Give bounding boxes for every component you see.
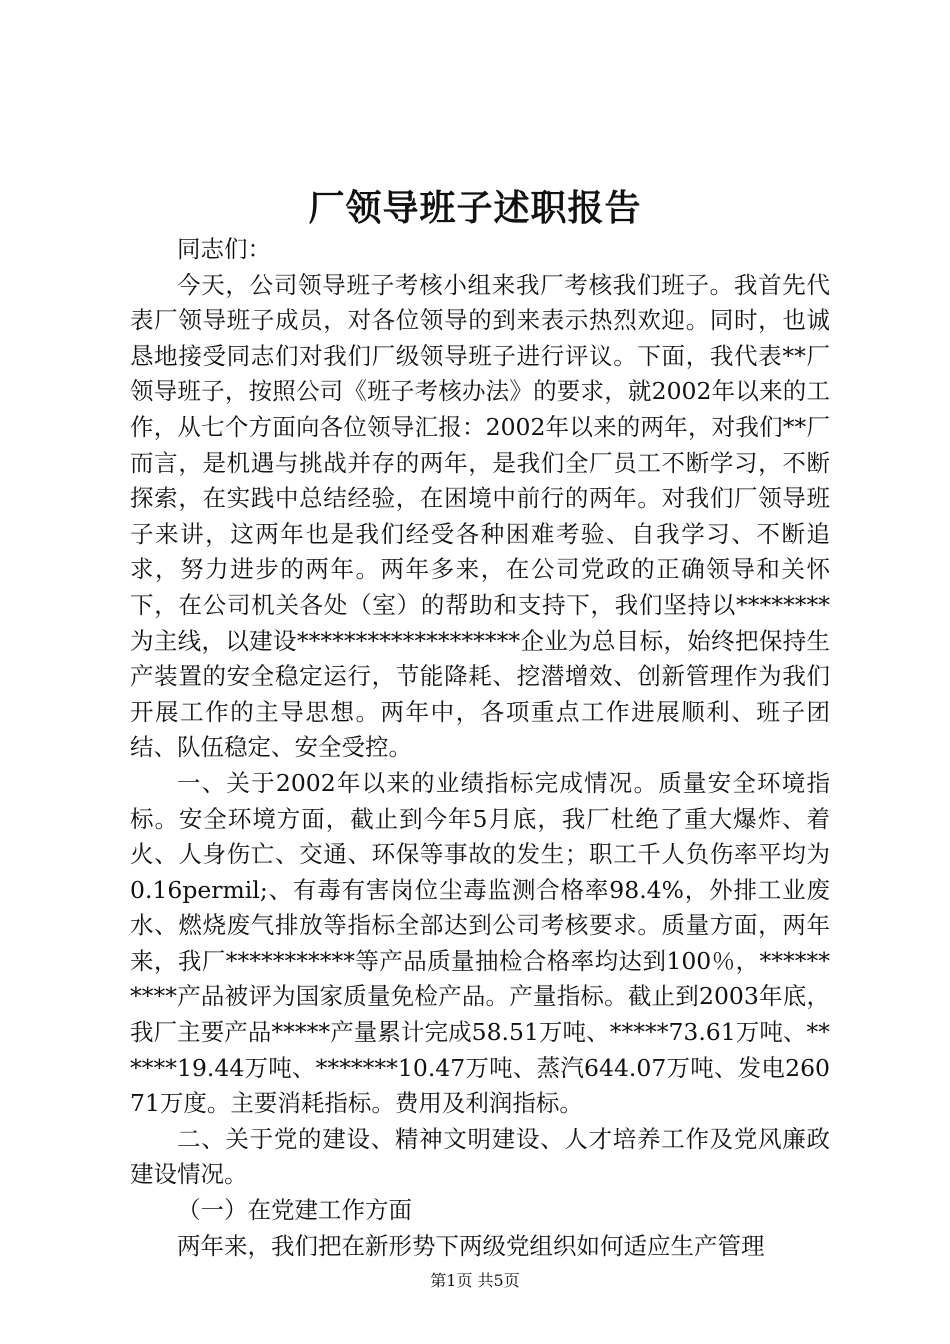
paragraph-intro: 今天，公司领导班子考核小组来我厂考核我们班子。我首先代表厂领导班子成员，对各位领导的到来表示热烈欢迎。同时，也诚恳地接受同志们对我们厂级领导班子进行评议。下面，我代表**厂领导班子，按照公司《班子考核办法》的要求，就2002年以来的工作，从七个方面向各位领导汇报：2002年以来的两年，对我们**厂而言，是机遇与挑战并存的两年，是我们全厂员工不断学习，不断探索，在实践中总结经验，在困境中前行的两年。对我们厂领导班子来讲，这两年也是我们经受各种困难考验、自我学习、不断追求，努力进步的两年。两年多来，在公司党政的正确领导和关怀下，在公司机关各处（室）的帮助和支持下，我们坚持以********为主线，以建设*******************企业为总目标，始终把保持生产装置的安全稳定运行，节能降耗、挖潜增效、创新管理作为我们开展工作的主导思想。两年中，各项重点工作进展顺利、班子团结、队伍稳定、安全受控。 bbox=[130, 270, 830, 762]
paragraph-section-2-heading: 二、关于党的建设、精神文明建设、人才培养工作及党风廉政建设情况。 bbox=[130, 1124, 830, 1189]
paragraph-subsection-1-body: 两年来，我们把在新形势下两级党组织如何适应生产管理 bbox=[177, 1231, 765, 1260]
document-title: 厂领导班子述职报告 bbox=[308, 187, 642, 229]
salutation: 同志们： bbox=[177, 235, 271, 263]
paragraph-subsection-1-heading: （一）在党建工作方面 bbox=[177, 1196, 412, 1225]
page-number-footer: 第1页 共5页 bbox=[430, 1271, 520, 1290]
paragraph-section-1: 一、关于2002年以来的业绩指标完成情况。质量安全环境指标。安全环境方面，截止到今年5月底，我厂杜绝了重大爆炸、着火、人身伤亡、交通、环保等事故的发生；职工千人负伤率平均为0.16permil;、有毒有害岗位尘毒监测合格率98.4%，外排工业废水、燃烧废气排放等指标全部达到公司考核要求。质量方面，两年来，我厂***********等产品质量抽检合格率均达到100％，**********产品被评为国家质量免检产品。产量指标。截止到2003年底，我厂主要产品*****产量累计完成58.51万吨、*****73.61万吨、******19.44万吨、*******10.47万吨、蒸汽644.07万吨、发电26071万度。主要消耗指标。费用及利润指标。 bbox=[130, 768, 830, 1118]
document-body bbox=[130, 232, 830, 1264]
